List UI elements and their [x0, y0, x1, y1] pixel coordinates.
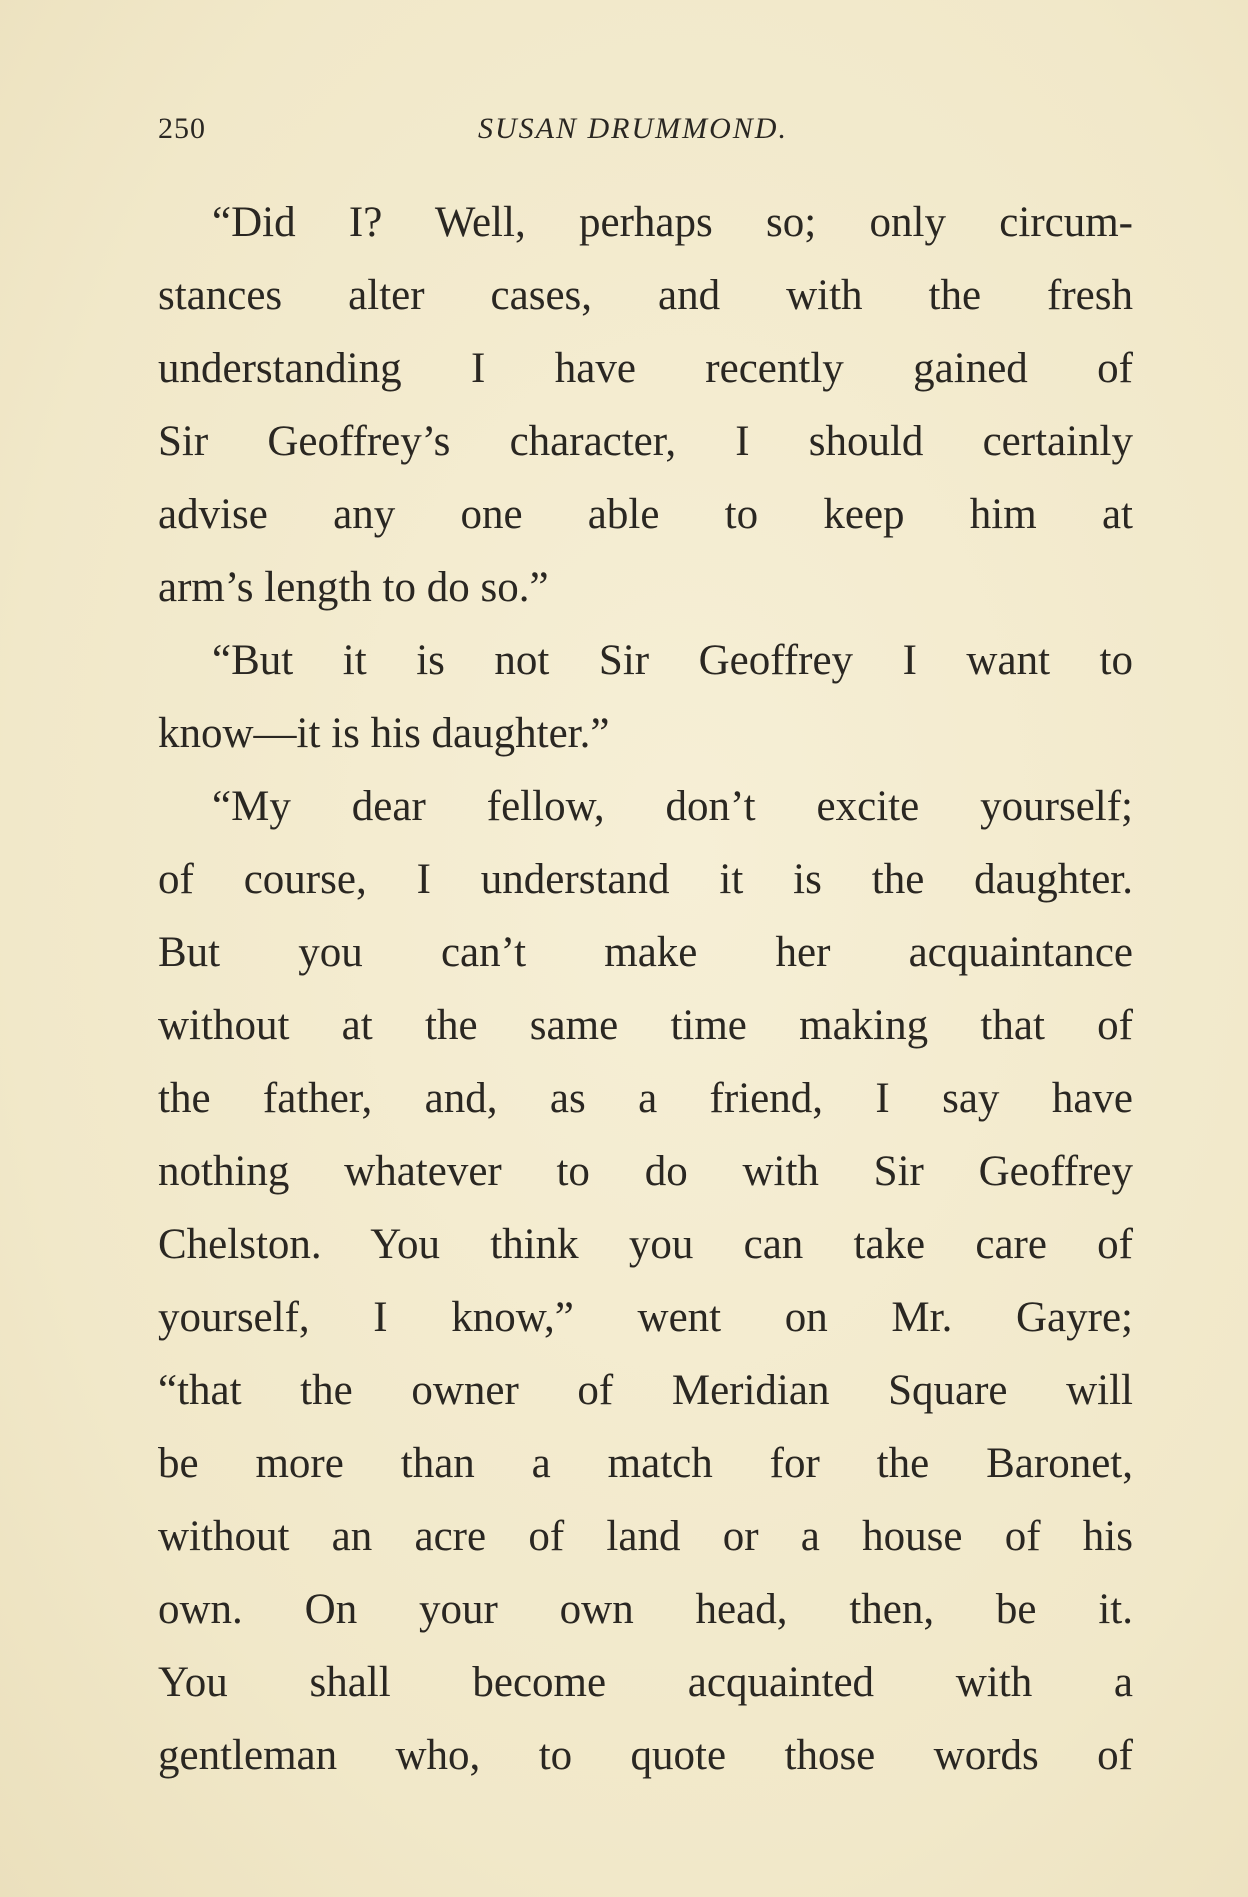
text-line: stances alter cases, and with the fresh	[158, 272, 1133, 319]
page-header	[158, 112, 1138, 148]
text-line: nothing whatever to do with Sir Geoffrey	[158, 1148, 1133, 1195]
text-line: understanding I have recently gained of	[158, 345, 1133, 392]
page-number: 250	[158, 112, 206, 145]
text-line: “But it is not Sir Geoffrey I want to	[212, 637, 1133, 684]
body-text	[158, 186, 1133, 1792]
text-line: advise any one able to keep him at	[158, 491, 1133, 538]
text-line: the father, and, as a friend, I say have	[158, 1075, 1133, 1122]
text-line: arm’s length to do so.”	[158, 564, 549, 611]
text-line: “that the owner of Meridian Square will	[158, 1367, 1133, 1414]
text-line: You shall become acquainted with a	[158, 1659, 1133, 1706]
text-line: gentleman who, to quote those words of	[158, 1732, 1133, 1779]
text-line: without an acre of land or a house of his	[158, 1513, 1133, 1560]
text-line: be more than a match for the Baronet,	[158, 1440, 1133, 1487]
text-line: know—it is his daughter.”	[158, 710, 610, 757]
text-line: of course, I understand it is the daughter.	[158, 856, 1133, 903]
text-line: without at the same time making that of	[158, 1002, 1133, 1049]
running-head: SUSAN DRUMMOND.	[478, 112, 788, 145]
text-line: Sir Geoffrey’s character, I should certainly	[158, 418, 1133, 465]
text-line: “Did I? Well, perhaps so; only circum-	[212, 199, 1133, 246]
text-line: But you can’t make her acquaintance	[158, 929, 1133, 976]
text-line: “My dear fellow, don’t excite yourself;	[212, 783, 1133, 830]
text-line: own. On your own head, then, be it.	[158, 1586, 1133, 1633]
text-line: Chelston. You think you can take care of	[158, 1221, 1133, 1268]
text-line: yourself, I know,” went on Mr. Gayre;	[158, 1294, 1133, 1341]
